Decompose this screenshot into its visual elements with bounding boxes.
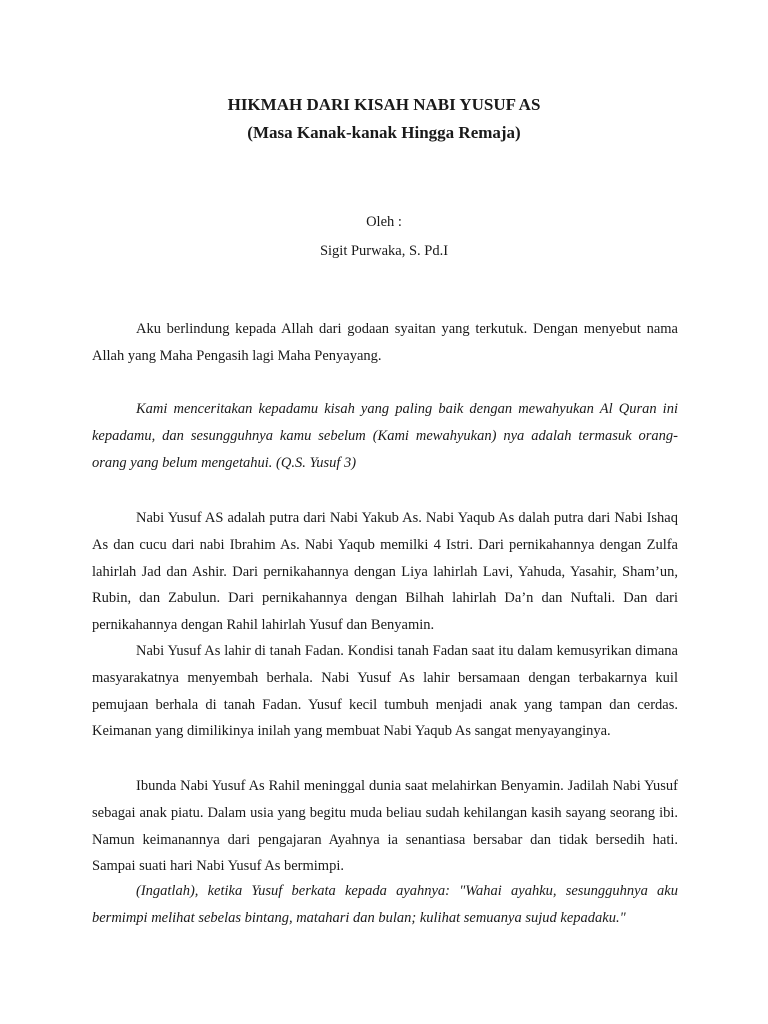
document-title: HIKMAH DARI KISAH NABI YUSUF AS [227, 95, 541, 114]
paragraph-opening: Aku berlindung kepada Allah dari godaan syaitan yang terkutuk. Dengan menyebut nama Allah yang Maha Pengasih lagi Maha Penyayang. [92, 321, 678, 364]
paragraph-quran-quote: Kami menceritakan kepadamu kisah yang paling baik dengan mewahyukan Al Quran ini kepadamu, dan sesungguhnya kamu sebelum (Kami mewahyukan) nya adalah termasuk orang-orang yang belum mengetahui. (Q.S. Yusuf 3) [92, 401, 678, 471]
document-subtitle: (Masa Kanak-kanak Hingga Remaja) [247, 123, 521, 142]
byline-label: Oleh : [366, 214, 402, 230]
author-name: Sigit Purwaka, S. Pd.I [319, 243, 449, 259]
paragraph-birth: Nabi Yusuf As lahir di tanah Fadan. Kondisi tanah Fadan saat itu dalam kemusyrikan dimana masyarakatnya menyembah berhala. Nabi Yusuf As lahir bersamaan dengan terbakarnya kuil pemujaan berhala di tanah Fadan. Yusuf kecil tumbuh menjadi anak yang tampan dan cerdas. Keimanan yang dimilikinya inilah yang membuat Nabi Yaqub As sangat menyayanginya. [92, 643, 678, 740]
paragraph-dream-quote: (Ingatlah), ketika Yusuf berkata kepada ayahnya: "Wahai ayahku, sesungguhnya aku bermimpi melihat sebelas bintang, matahari dan bulan; kulihat semuanya sujud kepadaku." [92, 883, 678, 926]
paragraph-mother: Ibunda Nabi Yusuf As Rahil meninggal dunia saat melahirkan Benyamin. Jadilah Nabi Yusuf sebagai anak piatu. Dalam usia yang begitu muda beliau sudah kehilangan kasih sayang seorang ibi. Namun keimanannya dari pengajaran Ayahnya ia senantiasa bersabar dan tidak bersedih hati. Sampai suati hari Nabi Yusuf As bermimpi. [92, 778, 678, 875]
paragraph-lineage: Nabi Yusuf AS adalah putra dari Nabi Yakub As. Nabi Yaqub As dalah putra dari Nabi Ishaq As dan cucu dari nabi Ibrahim As. Nabi Yaqub memilki 4 Istri. Dari pernikahannya dengan Zulfa lahirlah Jad dan Ashir. Dari pernikahannya dengan Liya lahirlah Lavi, Yahuda, Yasahir, Sham’un, Rubin, dan Zabulun. Dari pernikahannya dengan Bilhah lahirlah Da’n dan Nuftali. Dan dari pernikahannya dengan Rahil lahirlah Yusuf dan Benyamin. [92, 510, 678, 634]
